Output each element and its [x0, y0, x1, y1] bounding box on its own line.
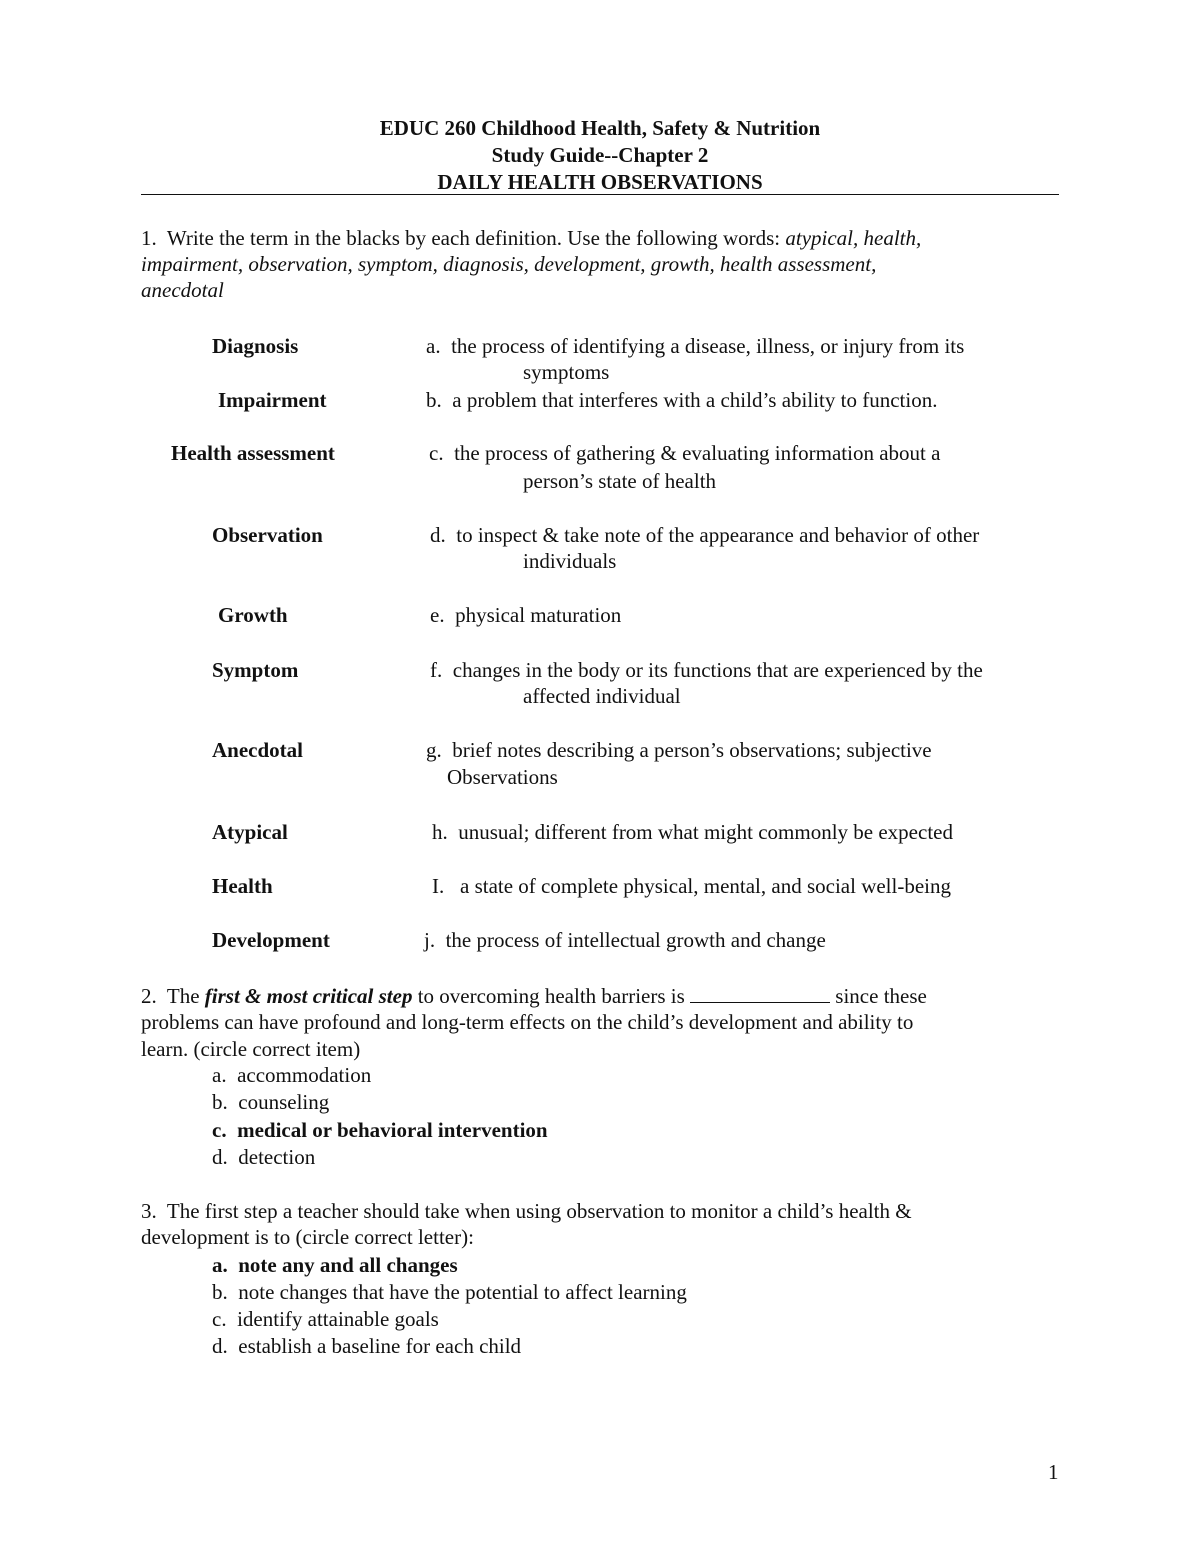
q2-text-post: since these	[835, 984, 927, 1008]
definition-text: brief notes describing a person’s observations; subjective	[452, 738, 932, 762]
q2-option-b[interactable]	[212, 1092, 329, 1113]
definition-letter: f.	[430, 658, 443, 682]
definition-text: unusual; different from what might commonly be expected	[458, 820, 953, 844]
definition-text: changes in the body or its functions that are experienced by the	[452, 658, 983, 682]
option-letter: a.	[212, 1253, 228, 1277]
definition-j	[424, 930, 826, 951]
q1-word-list-2: impairment, observation, symptom, diagnosis, development, growth, health assessment,	[141, 252, 877, 276]
definition-text: physical maturation	[455, 603, 622, 627]
q3-line2: development is to (circle correct letter):	[141, 1225, 474, 1249]
definition-text: a problem that interferes with a child’s ability to function.	[452, 388, 938, 412]
q1-prompt: Write the term in the blacks by each definition. Use the following words:	[166, 226, 781, 250]
definition-g-cont: Observations	[447, 765, 558, 789]
definition-text: the process of identifying a disease, illness, or injury from its	[451, 334, 965, 358]
term-health: Health	[212, 874, 273, 898]
q3-option-a-selected[interactable]	[212, 1255, 458, 1276]
term-observation: Observation	[212, 523, 323, 547]
option-text: medical or behavioral intervention	[237, 1118, 548, 1142]
option-letter: d.	[212, 1334, 228, 1358]
definition-a-cont: symptoms	[523, 360, 610, 384]
q2-text-mid: to overcoming health barriers is	[417, 984, 685, 1008]
definition-letter: a.	[426, 334, 441, 358]
option-letter: b.	[212, 1280, 228, 1304]
option-text: note any and all changes	[238, 1253, 458, 1277]
chapter-topic: DAILY HEALTH OBSERVATIONS	[437, 170, 763, 194]
definition-letter: c.	[429, 441, 444, 465]
q1-word-list-1: atypical, health,	[785, 226, 922, 250]
page-number: 1	[1048, 1460, 1059, 1484]
definition-letter: g.	[426, 738, 442, 762]
definition-c	[429, 443, 940, 464]
definition-d-cont: individuals	[523, 549, 617, 573]
definition-letter: d.	[430, 523, 446, 547]
q2-option-a[interactable]	[212, 1065, 371, 1086]
term-symptom: Symptom	[212, 658, 299, 682]
course-title: EDUC 260 Childhood Health, Safety & Nutrition	[379, 116, 821, 140]
study-guide-subtitle: Study Guide--Chapter 2	[491, 143, 709, 167]
definition-i	[432, 876, 951, 897]
q1-prompt-line1	[141, 228, 921, 249]
q2-line2: problems can have profound and long-term effects on the child’s development and ability to	[141, 1010, 914, 1034]
definition-letter: j.	[424, 928, 436, 952]
definition-b	[426, 390, 937, 411]
q2-option-d[interactable]	[212, 1147, 315, 1168]
term-diagnosis: Diagnosis	[212, 334, 299, 358]
q3-number: 3.	[141, 1199, 157, 1223]
q3-option-b[interactable]	[212, 1282, 687, 1303]
q3-option-c[interactable]	[212, 1309, 439, 1330]
definition-letter: I.	[432, 874, 445, 898]
definition-g	[426, 740, 932, 761]
option-text: identify attainable goals	[237, 1307, 439, 1331]
option-text: establish a baseline for each child	[238, 1334, 522, 1358]
q2-option-c-selected[interactable]	[212, 1120, 548, 1141]
option-text: note changes that have the potential to affect learning	[238, 1280, 687, 1304]
term-health-assessment: Health assessment	[171, 441, 335, 465]
definition-e	[430, 605, 621, 626]
q1-number: 1.	[141, 226, 157, 250]
definition-letter: e.	[430, 603, 445, 627]
definition-a	[426, 336, 964, 357]
definition-letter: h.	[432, 820, 448, 844]
option-letter: d.	[212, 1145, 228, 1169]
term-anecdotal: Anecdotal	[212, 738, 303, 762]
option-text: counseling	[238, 1090, 330, 1114]
option-text: detection	[238, 1145, 316, 1169]
q2-text-pre: The	[166, 984, 200, 1008]
option-letter: b.	[212, 1090, 228, 1114]
definition-c-cont: person’s state of health	[523, 469, 717, 493]
q2-line1	[141, 985, 927, 1007]
term-development: Development	[212, 928, 330, 952]
q3-text: The first step a teacher should take when using observation to monitor a child’s health &	[166, 1199, 912, 1223]
q3-line1	[141, 1201, 912, 1222]
q3-option-d[interactable]	[212, 1336, 521, 1357]
header-divider	[141, 194, 1059, 195]
term-atypical: Atypical	[212, 820, 288, 844]
option-letter: c.	[212, 1307, 227, 1331]
definition-d	[430, 525, 979, 546]
option-letter: c.	[212, 1118, 227, 1142]
definition-h	[432, 822, 953, 843]
q1-word-list-3: anecdotal	[141, 278, 224, 302]
definition-text: to inspect & take note of the appearance and behavior of other	[456, 523, 980, 547]
definition-f	[430, 660, 983, 681]
term-growth: Growth	[218, 603, 288, 627]
definition-f-cont: affected individual	[523, 684, 681, 708]
definition-text: the process of intellectual growth and change	[445, 928, 826, 952]
option-letter: a.	[212, 1063, 227, 1087]
q2-number: 2.	[141, 984, 157, 1008]
q2-emphasis: first & most critical step	[204, 984, 413, 1008]
answer-blank[interactable]	[690, 985, 830, 1003]
option-text: accommodation	[237, 1063, 372, 1087]
term-impairment: Impairment	[218, 388, 327, 412]
definition-text: a state of complete physical, mental, and social well-being	[460, 874, 951, 898]
definition-text: the process of gathering & evaluating information about a	[454, 441, 941, 465]
q2-line3: learn. (circle correct item)	[141, 1037, 361, 1061]
definition-letter: b.	[426, 388, 442, 412]
